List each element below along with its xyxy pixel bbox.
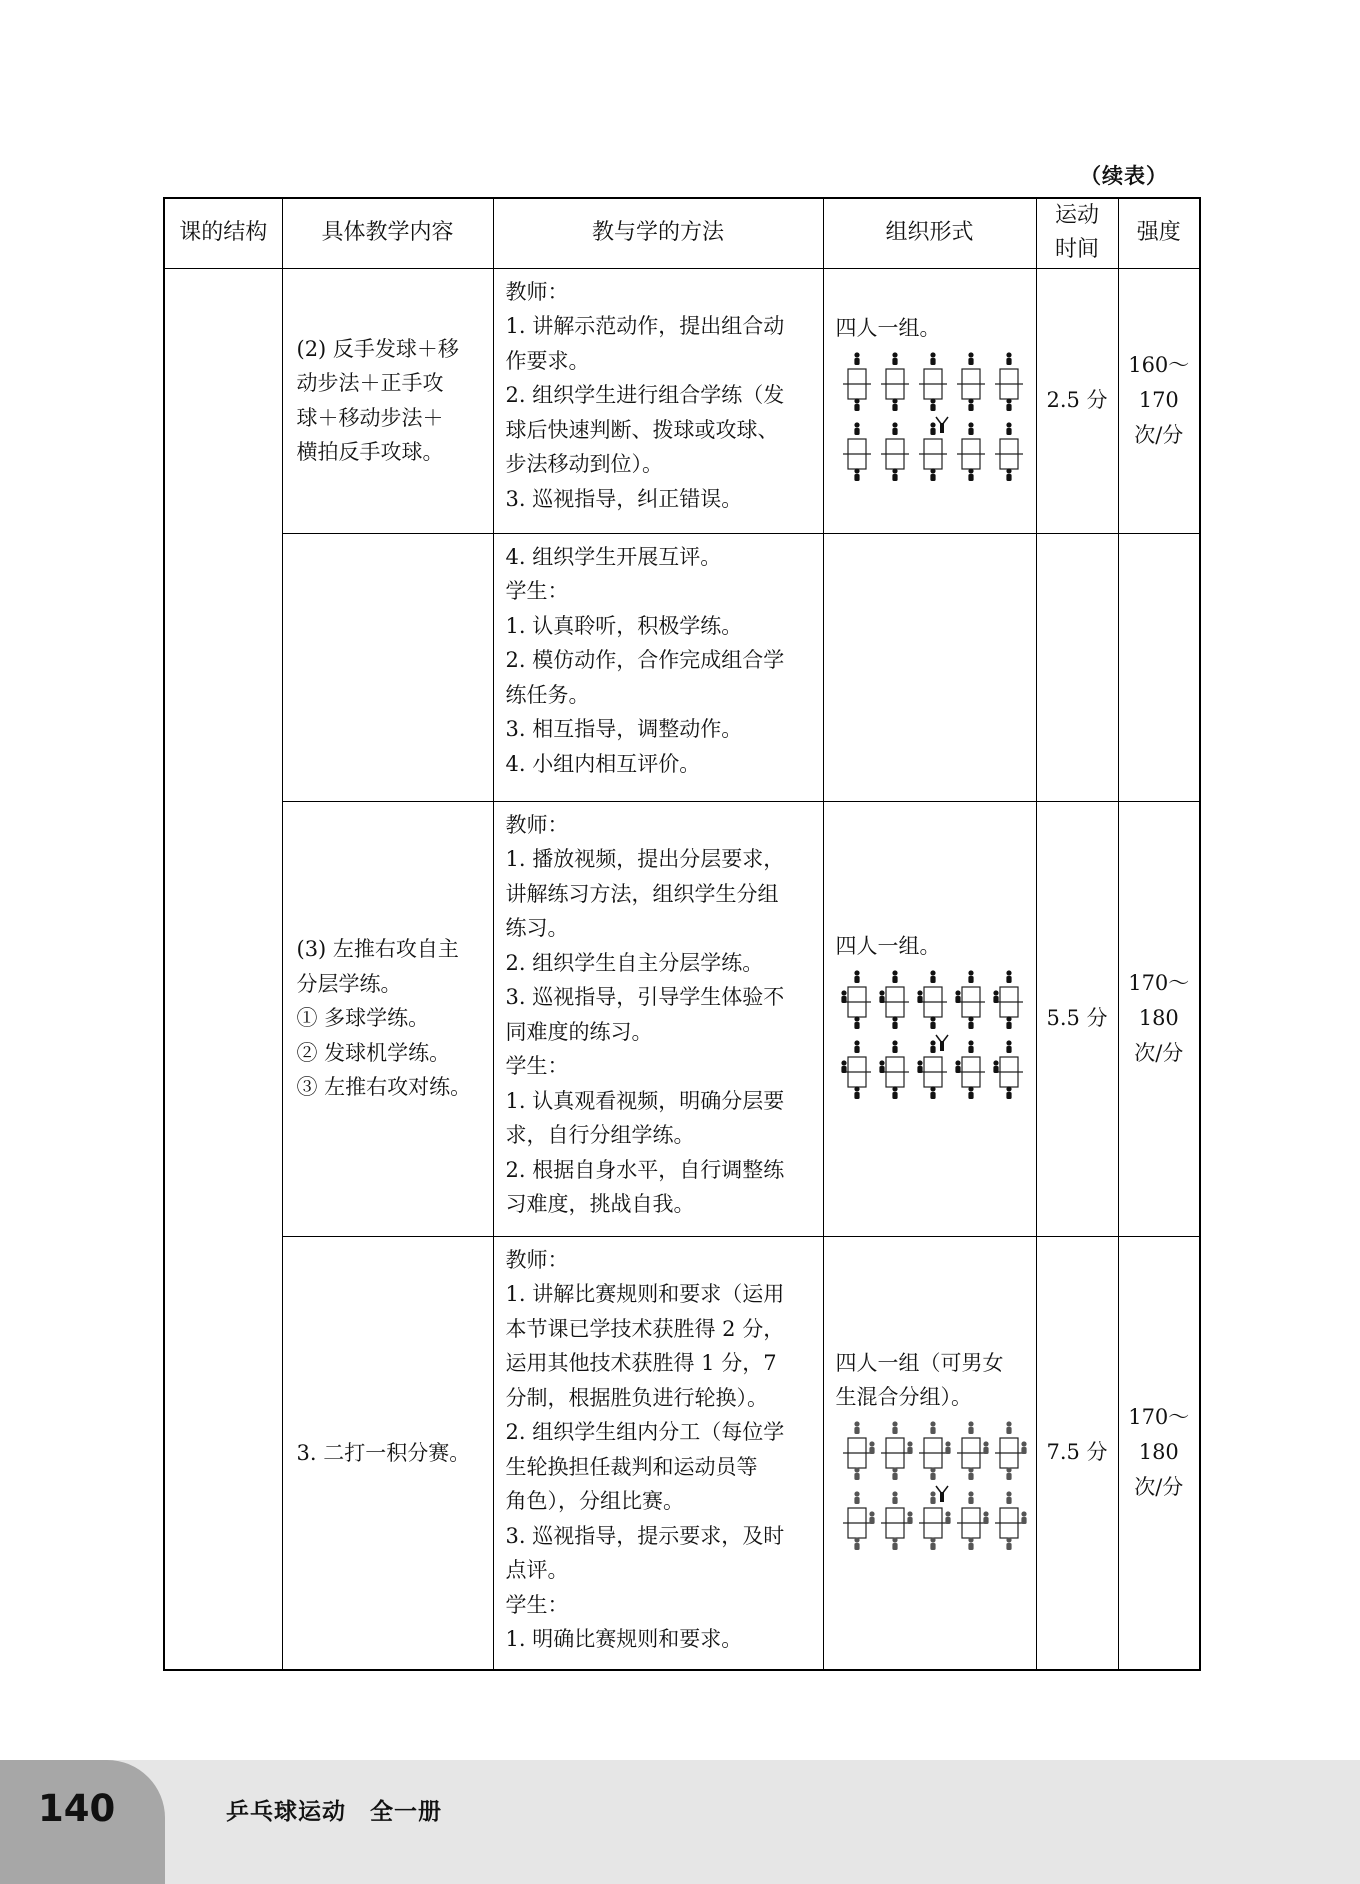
player-body	[892, 1092, 897, 1099]
intensity-line: 次/分	[1134, 1041, 1184, 1065]
organization-cell	[823, 801, 1036, 1236]
player-icon	[1006, 1421, 1011, 1426]
table-row	[164, 1236, 1200, 1670]
player-icon	[930, 1086, 935, 1091]
book-title: 乒乓球运动 全一册	[226, 1799, 442, 1825]
method-line: 2. 模仿动作，合作完成组合学	[505, 648, 785, 672]
method-line: 教师：	[505, 279, 569, 304]
table-tennis-groups-diagram	[836, 967, 1031, 1117]
player-body	[968, 474, 973, 481]
player-body	[968, 404, 973, 411]
player-icon	[983, 1441, 988, 1446]
content-cell	[282, 533, 493, 801]
player-body	[955, 996, 960, 1003]
player-body	[1006, 1046, 1011, 1053]
continued-label: （续表）	[1080, 164, 1168, 188]
content-cell	[282, 1236, 493, 1670]
player-icon	[930, 1016, 935, 1021]
player-icon	[892, 352, 897, 357]
player-body	[1006, 358, 1011, 365]
organization-text: 四人一组（可男女	[835, 1350, 1004, 1375]
player-body	[930, 1427, 935, 1434]
intensity-cell	[1118, 533, 1200, 801]
player-icon	[892, 1467, 897, 1472]
method-line: 角色），分组比赛。	[505, 1489, 684, 1513]
player-body	[1006, 1092, 1011, 1099]
method-line: 1. 认真观看视频，明确分层要	[505, 1088, 785, 1113]
method-line: 2. 组织学生进行组合学练（发	[505, 383, 785, 407]
organization-cell	[823, 1236, 1036, 1670]
method-line: 球后快速判断、拨球或攻球、	[505, 417, 779, 442]
player-body	[1006, 1543, 1011, 1550]
intensity-line: 180	[1138, 1006, 1179, 1030]
player-icon	[854, 1421, 859, 1426]
player-body	[892, 1497, 897, 1504]
method-line: 作要求。	[505, 348, 590, 373]
teacher-icon	[940, 423, 944, 433]
player-icon	[968, 1086, 973, 1091]
player-body	[968, 1046, 973, 1053]
player-body	[907, 1447, 912, 1454]
time-cell: 5.5 分	[1036, 801, 1118, 1236]
player-icon	[1006, 1086, 1011, 1091]
player-icon	[968, 1421, 973, 1426]
player-icon	[892, 422, 897, 427]
player-body	[892, 358, 897, 365]
structure-cell	[164, 268, 282, 1670]
content-line: 分层学练。	[296, 971, 402, 996]
player-body	[968, 1427, 973, 1434]
player-body	[1021, 1517, 1026, 1524]
organization-cell	[823, 533, 1036, 801]
header-structure: 课的结构	[164, 198, 282, 268]
method-line: 练任务。	[505, 682, 590, 707]
player-body	[1006, 404, 1011, 411]
method-cell	[493, 801, 823, 1236]
method-line: 同难度的练习。	[505, 1019, 653, 1044]
player-body	[917, 1066, 922, 1073]
time-cell	[1036, 533, 1118, 801]
intensity-cell	[1118, 268, 1200, 533]
player-icon	[892, 468, 897, 473]
method-line: 2. 组织学生组内分工（每位学	[505, 1420, 785, 1444]
player-body	[892, 1473, 897, 1480]
player-icon	[930, 1421, 935, 1426]
player-body	[955, 1066, 960, 1073]
player-icon	[854, 468, 859, 473]
player-icon	[892, 1040, 897, 1045]
page-number: 140	[38, 1787, 116, 1830]
player-body	[968, 358, 973, 365]
player-body	[854, 1473, 859, 1480]
player-icon	[892, 1491, 897, 1496]
player-icon	[968, 1537, 973, 1542]
method-line: 学生：	[505, 579, 569, 603]
player-body	[993, 1066, 998, 1073]
player-icon	[983, 1511, 988, 1516]
player-body	[930, 1092, 935, 1099]
player-body	[968, 1473, 973, 1480]
player-body	[968, 428, 973, 435]
player-body	[1006, 474, 1011, 481]
method-line: 练习。	[505, 916, 569, 940]
method-line: 学生：	[505, 1054, 569, 1078]
player-body	[854, 1046, 859, 1053]
method-line: 分制，根据胜负进行轮换）。	[505, 1385, 768, 1410]
player-icon	[968, 970, 973, 975]
intensity-line: 170～	[1128, 1405, 1190, 1430]
player-body	[854, 358, 859, 365]
player-body	[892, 404, 897, 411]
player-body	[930, 428, 935, 435]
player-body	[983, 1447, 988, 1454]
player-body	[1006, 976, 1011, 983]
player-body	[854, 976, 859, 983]
player-icon	[930, 1467, 935, 1472]
player-icon	[1006, 1537, 1011, 1542]
player-icon	[1006, 1040, 1011, 1045]
player-icon	[968, 398, 973, 403]
player-body	[930, 474, 935, 481]
method-line: 1. 讲解比赛规则和要求（运用	[505, 1282, 785, 1306]
player-icon	[930, 398, 935, 403]
player-body	[983, 1517, 988, 1524]
player-icon	[892, 1016, 897, 1021]
content-line: (3) 左推右攻自主	[296, 937, 459, 962]
content-line: 3. 二打一积分赛。	[296, 1440, 471, 1465]
player-icon	[930, 1537, 935, 1542]
player-icon	[1021, 1441, 1026, 1446]
player-icon	[993, 1060, 998, 1065]
player-body	[854, 1022, 859, 1029]
player-body	[892, 474, 897, 481]
content-line: ② 发球机学练。	[296, 1040, 451, 1065]
method-line: 4. 小组内相互评价。	[505, 751, 701, 776]
method-cell	[493, 1236, 823, 1670]
player-icon	[1006, 422, 1011, 427]
player-icon	[869, 1441, 874, 1446]
organization-cell	[823, 268, 1036, 533]
content-line: (2) 反手发球＋移	[296, 336, 459, 361]
method-cell	[493, 268, 823, 533]
method-line: 3. 巡视指导，引导学生体验不	[505, 985, 785, 1009]
player-icon	[1021, 1511, 1026, 1516]
player-body	[993, 996, 998, 1003]
method-line: 学生：	[505, 1592, 569, 1617]
method-line: 求，自行分组学练。	[505, 1123, 695, 1147]
player-icon	[854, 1491, 859, 1496]
intensity-cell	[1118, 801, 1200, 1236]
method-line: 生轮换担任裁判和运动员等	[505, 1454, 758, 1479]
player-icon	[1006, 352, 1011, 357]
player-body	[907, 1517, 912, 1524]
method-line: 习难度，挑战自我。	[505, 1192, 695, 1216]
player-body	[854, 1092, 859, 1099]
method-line: 本节课已学技术获胜得 2 分，	[505, 1316, 785, 1341]
player-body	[930, 1046, 935, 1053]
content-line: 动步法＋正手攻	[296, 371, 444, 395]
time-cell: 2.5 分	[1036, 268, 1118, 533]
player-icon	[968, 1467, 973, 1472]
table-tennis-groups-diagram	[836, 1418, 1031, 1568]
player-body	[854, 404, 859, 411]
player-body	[892, 1046, 897, 1053]
header-time	[1036, 198, 1118, 268]
player-icon	[993, 990, 998, 995]
method-line: 2. 组织学生自主分层学练。	[505, 950, 764, 975]
player-body	[1006, 1473, 1011, 1480]
player-icon	[892, 398, 897, 403]
player-icon	[955, 1060, 960, 1065]
player-icon	[930, 1491, 935, 1496]
player-body	[930, 1022, 935, 1029]
player-body	[968, 1022, 973, 1029]
player-body	[917, 996, 922, 1003]
player-icon	[955, 990, 960, 995]
player-body	[968, 1543, 973, 1550]
intensity-cell	[1118, 1236, 1200, 1670]
player-body	[968, 976, 973, 983]
player-body	[1006, 428, 1011, 435]
header-content: 具体教学内容	[282, 198, 493, 268]
player-body	[869, 1517, 874, 1524]
lesson-plan-table	[163, 197, 1201, 1671]
player-icon	[854, 1467, 859, 1472]
player-icon	[841, 1060, 846, 1065]
table-row	[164, 801, 1200, 1236]
player-icon	[930, 1040, 935, 1045]
player-icon	[854, 352, 859, 357]
player-icon	[945, 1441, 950, 1446]
content-line: 球＋移动步法＋	[296, 405, 444, 430]
player-icon	[892, 970, 897, 975]
method-line: 1. 明确比赛规则和要求。	[505, 1627, 743, 1651]
method-line: 1. 讲解示范动作，提出组合动	[505, 314, 785, 338]
player-body	[930, 1497, 935, 1504]
player-icon	[879, 990, 884, 995]
player-icon	[854, 1537, 859, 1542]
method-cell	[493, 533, 823, 801]
player-icon	[892, 1086, 897, 1091]
player-body	[968, 1497, 973, 1504]
player-icon	[968, 1016, 973, 1021]
header-row	[164, 198, 1200, 268]
player-body	[854, 428, 859, 435]
player-icon	[930, 468, 935, 473]
header-intensity: 强度	[1118, 198, 1200, 268]
player-body	[854, 1497, 859, 1504]
player-icon	[892, 1537, 897, 1542]
player-icon	[1006, 1491, 1011, 1496]
table-row	[164, 268, 1200, 533]
method-line: 讲解练习方法，组织学生分组	[505, 881, 779, 906]
player-icon	[930, 352, 935, 357]
player-icon	[907, 1511, 912, 1516]
player-icon	[854, 970, 859, 975]
player-body	[945, 1517, 950, 1524]
organization-text: 生混合分组）。	[835, 1384, 972, 1409]
player-icon	[968, 352, 973, 357]
intensity-line: 160～	[1128, 353, 1190, 377]
method-line: 3. 巡视指导，提示要求，及时	[505, 1523, 785, 1548]
method-line: 教师：	[505, 812, 569, 837]
player-body	[841, 1066, 846, 1073]
player-icon	[869, 1511, 874, 1516]
method-line: 4. 组织学生开展互评。	[505, 544, 722, 569]
player-body	[930, 404, 935, 411]
player-body	[1021, 1447, 1026, 1454]
player-icon	[968, 422, 973, 427]
method-line: 运用其他技术获胜得 1 分，7	[505, 1351, 777, 1375]
intensity-line: 次/分	[1134, 423, 1184, 447]
player-body	[930, 1473, 935, 1480]
player-icon	[907, 1441, 912, 1446]
teacher-icon	[940, 1492, 944, 1502]
player-icon	[930, 970, 935, 975]
content-line: 横拍反手攻球。	[296, 440, 444, 464]
content-cell	[282, 268, 493, 533]
player-icon	[1006, 468, 1011, 473]
table-tennis-groups-diagram	[836, 349, 1031, 499]
player-icon	[892, 1421, 897, 1426]
player-icon	[1006, 398, 1011, 403]
header-method: 教与学的方法	[493, 198, 823, 268]
player-body	[892, 428, 897, 435]
player-icon	[1006, 1467, 1011, 1472]
content-cell	[282, 801, 493, 1236]
method-line: 教师：	[505, 1247, 569, 1272]
player-body	[1006, 1022, 1011, 1029]
table-row	[164, 533, 1200, 801]
player-body	[968, 1092, 973, 1099]
content-line: ③ 左推右攻对练。	[296, 1075, 472, 1100]
player-icon	[854, 398, 859, 403]
player-body	[1006, 1497, 1011, 1504]
player-body	[930, 358, 935, 365]
teacher-icon	[940, 1041, 944, 1051]
header-organization: 组织形式	[823, 198, 1036, 268]
method-line: 3. 相互指导，调整动作。	[505, 717, 743, 741]
player-body	[879, 996, 884, 1003]
method-line: 步法移动到位）。	[505, 452, 663, 476]
time-cell: 7.5 分	[1036, 1236, 1118, 1670]
player-icon	[968, 1491, 973, 1496]
player-icon	[1006, 970, 1011, 975]
player-icon	[968, 468, 973, 473]
player-icon	[945, 1511, 950, 1516]
intensity-line: 180	[1138, 1440, 1179, 1465]
header-time-line: 时间	[1054, 237, 1099, 263]
player-body	[854, 1427, 859, 1434]
player-icon	[917, 1060, 922, 1065]
method-line: 3. 巡视指导，纠正错误。	[505, 486, 743, 511]
organization-text: 四人一组。	[835, 315, 941, 340]
player-body	[930, 976, 935, 983]
player-body	[1006, 1427, 1011, 1434]
player-icon	[854, 422, 859, 427]
method-line: 2. 根据自身水平，自行调整练	[505, 1157, 785, 1182]
player-body	[869, 1447, 874, 1454]
method-line: 点评。	[505, 1558, 569, 1582]
organization-text: 四人一组。	[835, 933, 941, 958]
player-body	[841, 996, 846, 1003]
player-icon	[917, 990, 922, 995]
method-line: 1. 播放视频，提出分层要求，	[505, 847, 785, 871]
content-line: ① 多球学练。	[296, 1006, 430, 1031]
method-line: 1. 认真聆听，积极学练。	[505, 613, 743, 638]
player-icon	[1006, 1016, 1011, 1021]
player-body	[854, 1543, 859, 1550]
footer-bar	[0, 1760, 1360, 1884]
player-body	[892, 1427, 897, 1434]
player-icon	[968, 1040, 973, 1045]
player-icon	[854, 1086, 859, 1091]
player-body	[879, 1066, 884, 1073]
player-body	[892, 1022, 897, 1029]
player-body	[892, 1543, 897, 1550]
intensity-line: 次/分	[1134, 1475, 1184, 1500]
player-icon	[841, 990, 846, 995]
player-body	[945, 1447, 950, 1454]
player-icon	[930, 422, 935, 427]
intensity-line: 170～	[1128, 971, 1190, 995]
player-body	[854, 474, 859, 481]
header-time-line: 运动	[1054, 203, 1099, 229]
player-icon	[854, 1040, 859, 1045]
player-body	[892, 976, 897, 983]
intensity-line: 170	[1138, 388, 1179, 412]
player-icon	[854, 1016, 859, 1021]
player-body	[930, 1543, 935, 1550]
player-icon	[879, 1060, 884, 1065]
